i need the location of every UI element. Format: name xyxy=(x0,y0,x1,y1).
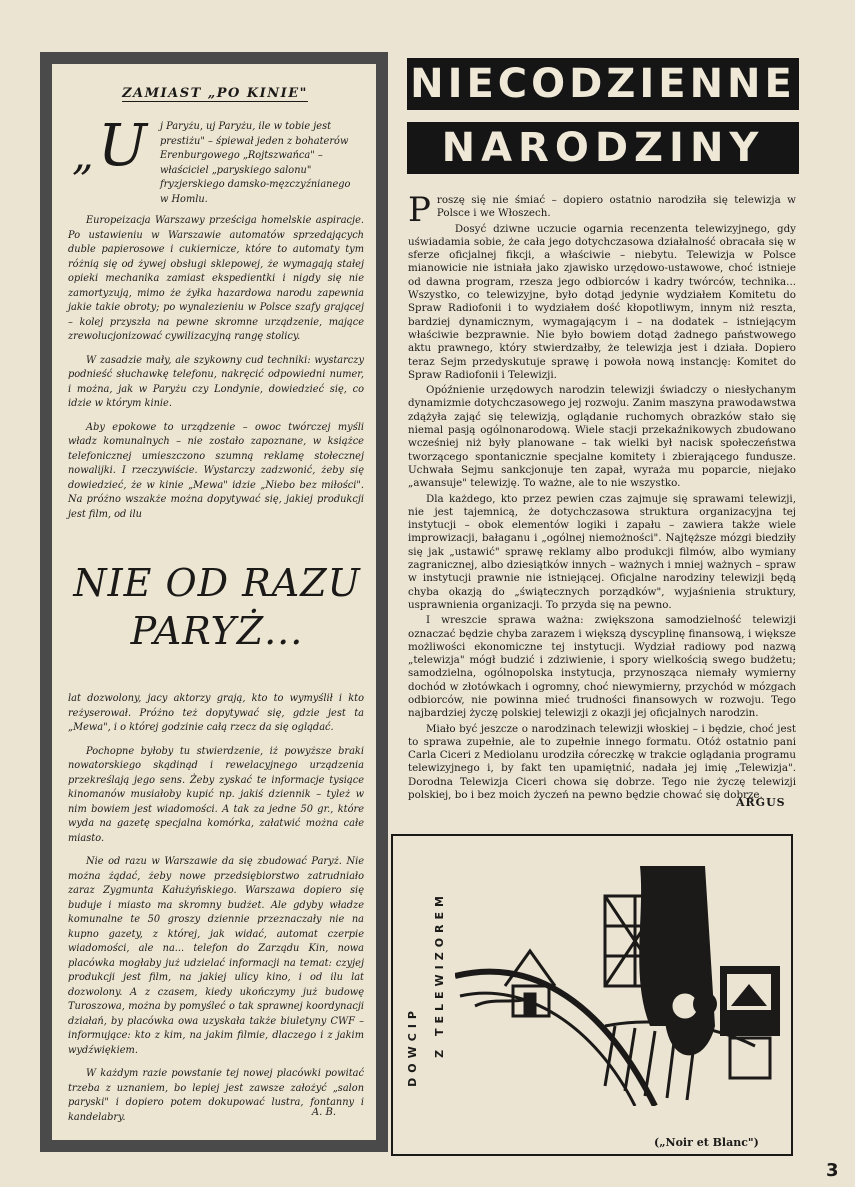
paragraph: Aby epokowe to urządzenie – owoc twórczej myśli władz komunalnych – nie zostało zapoznane, w książce telefonicznej umieszczono szumną reklamę stołecznej nowalijki. I rzeczywiście. Wystarczy zadzwonić, żeby się dowiedzieć, że w kinie „Mewa" idzie „Niebo bez miłości". Na próżno wszakże można dopytywać się, jakiej produkcji jest film, od ilu xyxy=(68,421,364,520)
page-number: 3 xyxy=(826,1160,839,1181)
left-signature: A. B. xyxy=(311,1107,336,1118)
quote-mark: „ xyxy=(72,130,94,179)
cartoon-frame xyxy=(391,834,793,1156)
right-article xyxy=(408,190,797,804)
paragraph: roszę się nie śmiać – dopiero ostatnio narodziła się telewizja w Polsce i we Włoszech. xyxy=(436,194,796,220)
paragraph: Dla każdego, kto przez pewien czas zajmuje się sprawami telewizji, nie jest tajemnicą, że dotychczasowa struktura organizacyjna tej instytucji – obok elementów logiki i zapału – zawiera także wiele improwizacji, bałaganu i „ogólnej niemożności". Najtęższe mózgi biedziły się jak „ustawić" sprawę reklamy albo produkcji filmów, albo wymiany zagranicznej, albo dziesiątków innych – ważnych i mniej ważnych – spraw w instytucji prawnie nie istniejącej. Oficjalne narodziny telewizji będą chyba okazją do „świątecznych porządków", wyjaśnienia struktury, usprawnienia organizacji. To przyda się na pewno. xyxy=(408,492,796,611)
left-text-bottom xyxy=(68,692,364,1134)
drop-cap: U xyxy=(98,111,147,179)
paragraph: Dosyć dziwne uczucie ogarnia recenzenta telewizyjnego, gdy uświadamia sobie, że cała jego dotychczasowa działalność obracała się w sferze oficjalnej fikcji, a właściwie – niebytu. Telewizja w Polsce mianowicie nie istniała jako zjawisko urzędowo-ustawowe, choć istnieje od dawna program, rzesza jego odbiorców i kadry twórców, technika... Wszystko, co telewizyjne, było dotąd jedynie wydziałem Komitetu do Spraw Radiofonii i to wydziałem dość kłopotliwym, innym niż reszta, bardziej dynamicznym, wymagającym i – na dodatek – istniejącym właściwie bezprawnie. Nie było bowiem dotąd żadnego państwowego aktu prawnego, który stwierdzałby, że telewizja jest i działa. Dopiero teraz Sejm przedyskutuje sprawę i powoła nową instancję: Komitet do Spraw Radiofonii i Telewizji. xyxy=(408,222,796,381)
paragraph: W zasadzie mały, ale szykowny cud techniki: wystarczy podnieść słuchawkę telefonu, nakręcić odpowiedni numer, i można, jak w Paryżu czy Londynie, dowiedzieć się, co idzie w którym kinie. xyxy=(68,354,364,409)
headline-line-2: NARODZINY xyxy=(407,122,799,174)
paragraph: Pochopne byłoby tu stwierdzenie, iż powyższe braki nowatorskiego skądinąd i rewelacyjnego urządzenia przekreślają jego sens. Żeby zyskać te informacje tysiące kinomanów musiałoby kupić np. jakiś dziennik – tyleż w nim bowiem jest wiadomości. A tak za jedne 50 gr., które wyda na gazetę specjalna komórka, załatwić można całe miasto. xyxy=(68,745,364,844)
cartoon-illustration xyxy=(455,856,785,1106)
column-header: ZAMIAST „PO KINIE" xyxy=(122,86,308,101)
left-text-top xyxy=(68,214,364,531)
big-title-line-1: NIE OD RAZU xyxy=(73,561,361,605)
left-column xyxy=(52,64,376,1140)
headline-line-1: NIECODZIENNE xyxy=(407,58,799,110)
left-column-frame xyxy=(40,52,388,1152)
paragraph: lat dozwolony, jacy aktorzy grają, kto to wymyślił i kto reżyserował. Próżno też dopytywać się, gdzie jest ta „Mewa", i o której godzinie całą rzecz da się oglądać. xyxy=(68,693,364,733)
paragraph: Nie od razu w Warszawie da się zbudować Paryż. Nie można żądać, żeby nowe przedsiębiorstwo zatrudniało zaraz Zygmunta Kałużyńskiego. Warszawa dopiero się buduje i miasto ma skromny budżet. Ale gdyby władze komunalne te 50 groszy dziennie przeznaczały nie na kupno gazety, z której, jak widać, automat czerpie wiadomości, ale na... telefon do Zarządu Kin, nowa placówka mogłaby już udzielać informacji na temat: czyjej produkcji jest film, na jakiej ulicy kino, i od ilu lat dozwolony. A z czasem, kiedy ukończymy już budowę Turoszowa, można by pomyśleć o tak sprawnej koordynacji działań, by placówka owa uzyskała także biuletyny CWF – informujące: kto z kim, na jakim filmie, dlaczego i z jakim wydźwiękiem. xyxy=(68,856,364,1056)
intro-text: j Paryżu, uj Paryżu, ile w tobie jest prestiżu" – śpiewał jeden z bohaterów Erenburgowego „Rojtszwańca" – właściciel „paryskiego salonu" fryzjerskiego damsko-męzczyźnianego w Homlu. xyxy=(160,121,351,205)
cartoon-credit: („Noir et Blanc") xyxy=(654,1136,759,1149)
big-title-line-2: PARYŻ... xyxy=(130,609,304,653)
paragraph: Opóźnienie urzędowych narodzin telewizji świadczy o niesłychanym dynamizmie dotychczasowego jej rozwoju. Zanim maszyna prawodawstwa zdążyła zająć się telewizją, oglądanie ruchomych obrazków stało się niemal pasją ogólnonarodową. Wiele stacji przekaźnikowych zbudowano wcześniej niż były planowane – tak wielki był nacisk społeczeństwa tworzącego spontanicznie specjalne komitety i zbierającego fundusze. Uchwała Sejmu sankcjonuje ten zapał, wyraża mu poparcie, niejako „awansuje" telewizję. To ważne, ale to nie wszystko. xyxy=(408,384,797,490)
cartoon-subtitle: Z TELEWIZOREM xyxy=(433,891,446,1058)
drop-cap: P xyxy=(408,190,431,230)
cartoon-title: DOWCIP xyxy=(406,1006,419,1087)
right-signature: ARGUS xyxy=(736,796,786,809)
paragraph: W każdym razie powstanie tej nowej placówki powitać trzeba z uznaniem, bo lepiej jest zawsze założyć „salon paryski" i dopiero potem dokupować lustra, fontanny i kandelabry. xyxy=(68,1068,364,1123)
paragraph: Miało być jeszcze o narodzinach telewizji włoskiej – i będzie, choć jest to sprawa zupełnie, ale to zupełnie innego formatu. Otóż ostatnio pani Carla Ciceri z Mediolanu urodziła córeczkę w trakcie oglądania programu telewizyjnego i, by fakt ten upamiętnić, nadała jej imię „Telewizja". Dorodna Telewizja Ciceri chowa się dobrze. Tego nie życzę telewizji polskiej, bo i bez moich życzeń na pewno będzie chować się dobrze. xyxy=(408,722,796,802)
paragraph: Europeizacja Warszawy prześciga homelskie aspiracje. Po ustawieniu w Warszawie automatów sprzedających duble papierosowe i cukiernicze, które to automaty tym różnią się od żywej obsługi sklepowej, że wymagają stałej opieki mechanika zamiast ekspedientki i nigdy się nie zamortyzują, mimo że żyłka hazardowa narodu zapewnia jakie takie obroty; po wynalezieniu w Polsce szafy grającej – kolej przyszła na pewne skromne urządzenie, mające zrewolucjonizować cywilizacyjną rangę stolicy. xyxy=(68,215,364,342)
paragraph: I wreszcie sprawa ważna: zwiększona samodzielność telewizji oznaczać będzie chyba zarazem i większą dyscyplinę finansową, i większe możliwości ekonomiczne tej instytucji. Wydział radiowy pod nazwą „telewizja" mógł budzić i zdziwienie, i spory wielkością swego budżetu; samodzielna, ogólnopolska instytucja, przynosząca niemały wymierny dochód w złotówkach i ogromny, choć niewymierny, przychód w mózgach odbiorców, nie powinna mieć trudności finansowych w rozwoju. Tego najbardziej życzę polskiej telewizji z okazji jej oficjalnych narodzin. xyxy=(408,614,796,720)
